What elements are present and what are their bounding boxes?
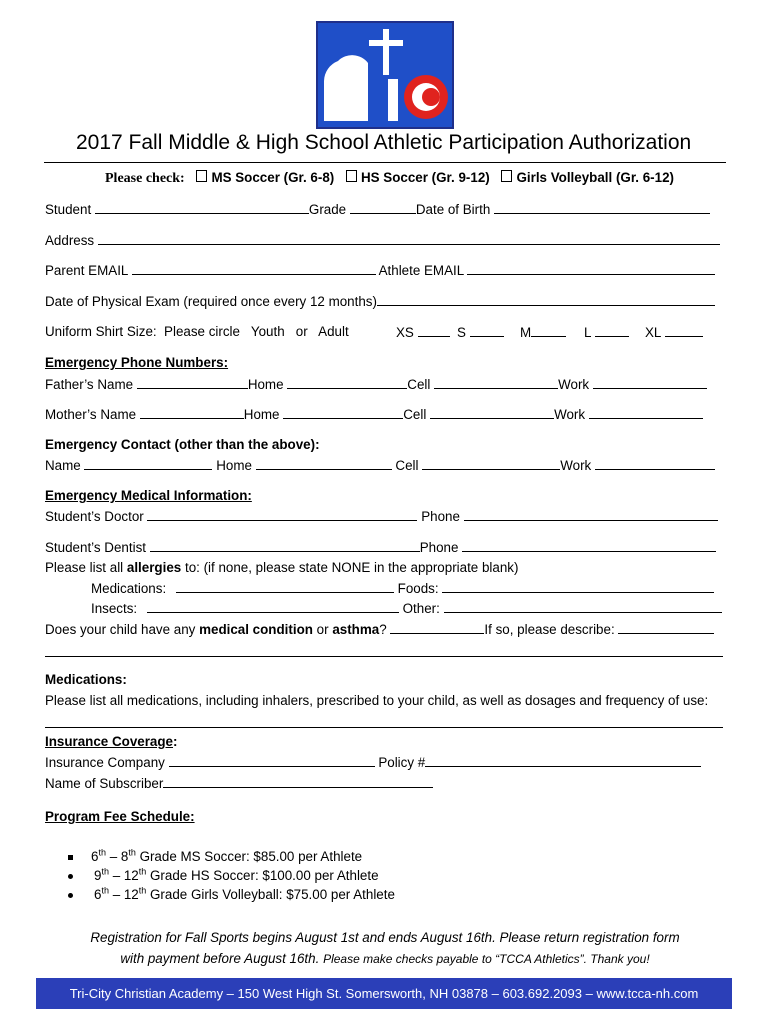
size-l-field[interactable]: [595, 324, 629, 337]
footer-text: Tri-City Christian Academy – 150 West High St. Somersworth, NH 03878 – 603.692.2093 – www.tcca-nh.com: [69, 986, 699, 1001]
size-m-field[interactable]: [531, 324, 566, 337]
dentist-field[interactable]: [150, 539, 420, 552]
size-s-field[interactable]: [470, 324, 504, 337]
fee-bullet-square: [68, 855, 73, 860]
parent-email-label: Parent EMAIL: [45, 263, 128, 278]
checkbox-volleyball[interactable]: [501, 170, 512, 182]
checkbox-hs-soccer[interactable]: [346, 170, 357, 182]
medications-field[interactable]: [176, 580, 394, 593]
fees-heading: Program Fee Schedule:: [45, 809, 195, 824]
emergency-contact-heading: Emergency Contact (other than the above):: [45, 437, 320, 452]
emergency-phone-heading: Emergency Phone Numbers:: [45, 355, 229, 370]
page-title: 2017 Fall Middle & High School Athletic Participation Authorization: [76, 131, 692, 154]
medications-line[interactable]: [45, 727, 723, 728]
fee-item: 6th – 8th Grade MS Soccer: $85.00 per Athlete: [91, 847, 363, 864]
mother-home-field[interactable]: [283, 406, 403, 419]
physical-field[interactable]: [377, 293, 715, 306]
mother-cell-field[interactable]: [430, 406, 554, 419]
meds-foods-row: Medications: Foods:: [91, 580, 714, 597]
address-field[interactable]: [98, 232, 720, 245]
registration-line-1: Registration for Fall Sports begins August 1st and ends August 16th. Please return registration form: [90, 930, 680, 945]
grade-field[interactable]: [350, 201, 416, 214]
dob-label: Date of Birth: [415, 202, 491, 217]
size-s: S: [457, 324, 504, 341]
fee-bullet-dot: [68, 893, 73, 898]
subscriber-row: Name of Subscriber: [45, 775, 433, 792]
contact-cell-field[interactable]: [422, 457, 560, 470]
subscriber-field[interactable]: [163, 775, 433, 788]
allergies-row: Please list all allergies to: (if none, please state NONE in the appropriate blank): [45, 560, 519, 575]
size-xs-field[interactable]: [418, 324, 450, 337]
insurance-heading: Insurance Coverage: [45, 734, 174, 749]
mother-name-field[interactable]: [140, 406, 244, 419]
option-hs-soccer: HS Soccer (Gr. 9-12): [360, 170, 490, 185]
dob-field[interactable]: [494, 201, 710, 214]
size-m: M: [520, 324, 566, 341]
contact-row: Name Home Cell Work: [45, 457, 715, 474]
insects-field[interactable]: [147, 600, 399, 613]
mother-work-field[interactable]: [589, 406, 703, 419]
insects-other-row: Insects: Other:: [91, 600, 722, 617]
student-label: Student: [45, 202, 92, 217]
mother-row: Mother’s Name Home Cell Work: [45, 406, 703, 423]
address-label: Address: [45, 233, 95, 248]
parent-email-field[interactable]: [132, 262, 376, 275]
option-ms-soccer: MS Soccer (Gr. 6-8): [211, 170, 335, 185]
fee-item: 9th – 12th Grade HS Soccer: $100.00 per Athlete: [94, 866, 379, 883]
fee-bullet-dot: [68, 874, 73, 879]
size-xs: XS: [396, 324, 450, 341]
school-logo: [316, 21, 454, 129]
describe-line[interactable]: [45, 656, 723, 657]
dentist-phone-field[interactable]: [462, 539, 716, 552]
contact-work-field[interactable]: [595, 457, 715, 470]
contact-name-field[interactable]: [84, 457, 212, 470]
physical-label: Date of Physical Exam (required once every 12 months): [45, 294, 377, 309]
physical-row: [45, 293, 715, 310]
father-name-field[interactable]: [137, 376, 248, 389]
policy-field[interactable]: [425, 754, 701, 767]
check-label: Please check:: [105, 171, 185, 186]
option-volleyball: Girls Volleyball (Gr. 6-12): [516, 170, 674, 185]
title-rule: [44, 162, 726, 163]
fee-item: 6th – 12th Grade Girls Volleyball: $75.00 per Athlete: [94, 885, 395, 902]
doctor-field[interactable]: [147, 508, 417, 521]
father-row: Father’s Name Home Cell Work: [45, 376, 707, 393]
describe-field[interactable]: [618, 621, 714, 634]
sport-check-row: [105, 170, 674, 187]
father-work-field[interactable]: [593, 376, 707, 389]
father-home-field[interactable]: [287, 376, 407, 389]
foods-field[interactable]: [442, 580, 714, 593]
medications-heading: Medications:: [45, 672, 127, 687]
other-field[interactable]: [444, 600, 722, 613]
size-xl: XL: [645, 324, 703, 341]
doctor-phone-field[interactable]: [464, 508, 718, 521]
doctor-row: Student’s Doctor Phone: [45, 508, 718, 525]
checkbox-ms-soccer[interactable]: [196, 170, 207, 182]
insurance-company-field[interactable]: [169, 754, 375, 767]
athlete-email-label: Athlete EMAIL: [378, 263, 464, 278]
registration-line-2: with payment before August 16th. Please make checks payable to “TCCA Athletics”. Thank you!: [120, 951, 650, 966]
medications-text: Please list all medications, including inhalers, prescribed to your child, as well as dosages and frequency of use:: [45, 693, 709, 708]
uniform-label: Uniform Shirt Size: Please circle Youth or Adult: [45, 324, 349, 339]
dentist-row: Student’s Dentist Phone: [45, 539, 716, 556]
father-cell-field[interactable]: [434, 376, 558, 389]
grade-label: Grade: [308, 202, 347, 217]
condition-field[interactable]: [390, 621, 484, 634]
size-xl-field[interactable]: [665, 324, 703, 337]
student-row: [45, 201, 710, 218]
student-field[interactable]: [95, 201, 309, 214]
condition-row: Does your child have any medical condition or asthma? If so, please describe:: [45, 621, 714, 638]
size-l: L: [584, 324, 629, 341]
address-row: [45, 232, 720, 249]
contact-home-field[interactable]: [256, 457, 392, 470]
email-row: [45, 262, 715, 279]
medical-heading: Emergency Medical Information:: [45, 488, 252, 503]
logo-graphic: [318, 23, 452, 127]
athlete-email-field[interactable]: [467, 262, 715, 275]
insurance-row: Insurance Company Policy #: [45, 754, 701, 771]
insurance-heading-row: Insurance Coverage:: [45, 734, 178, 749]
